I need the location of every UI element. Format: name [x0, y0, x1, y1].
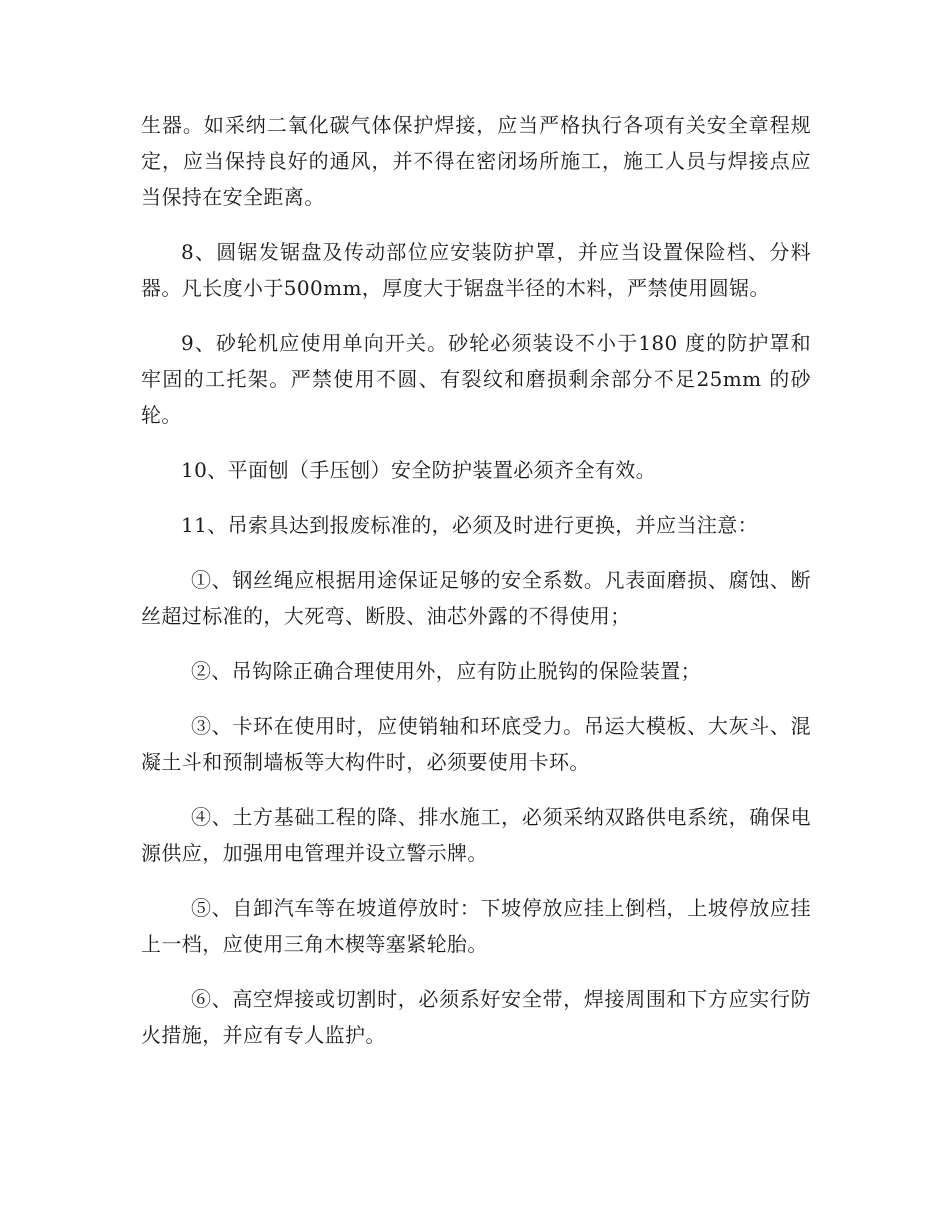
paragraph-item-8-circular-saw: 8、圆锯发锯盘及传动部位应安装防护罩，并应当设置保险档、分料器。凡长度小于500mm，厚度大于锯盘半径的木料，严禁使用圆锯。 [141, 240, 811, 300]
paragraph-item-9-grinder: 9、砂轮机应使用单向开关。砂轮必须装设不小于180 度的防护罩和牢固的工托架。严禁使用不圆、有裂纹和磨损剩余部分不足25mm 的砂轮。 [141, 331, 811, 427]
paragraph-subitem-2-hook: ②、吊钩除正确合理使用外，应有防止脱钩的保险装置； [191, 659, 701, 683]
paragraph-subitem-6-aerial-welding: ⑥、高空焊接或切割时，必须系好安全带，焊接周围和下方应实行防火措施，并应有专人监护。 [141, 987, 811, 1047]
paragraph-subitem-1-wire-rope: ①、钢丝绳应根据用途保证足够的安全系数。凡表面磨损、腐蚀、断丝超过标准的，大死弯、断股、油芯外露的不得使用； [141, 568, 811, 628]
document-body [141, 107, 811, 1072]
paragraph-welding-continuation: 生器。如采纳二氧化碳气体保护焊接，应当严格执行各项有关安全章程规定，应当保持良好的通风，并不得在密闭场所施工，施工人员与焊接点应当保持在安全距离。 [141, 113, 811, 209]
paragraph-subitem-5-dump-truck: ⑤、自卸汽车等在坡道停放时：下坡停放应挂上倒档，上坡停放应挂上一档，应使用三角木楔等塞紧轮胎。 [141, 896, 811, 956]
paragraph-subitem-4-dewatering: ④、土方基础工程的降、排水施工，必须采纳双路供电系统，确保电源供应，加强用电管理并设立警示牌。 [141, 805, 811, 865]
paragraph-item-10-planer: 10、平面刨（手压刨）安全防护装置必须齐全有效。 [181, 458, 657, 482]
paragraph-subitem-3-shackle: ③、卡环在使用时，应使销轴和环底受力。吊运大模板、大灰斗、混凝土斗和预制墙板等大构件时，必须要使用卡环。 [141, 714, 811, 774]
paragraph-item-11-rigging: 11、吊索具达到报废标准的，必须及时进行更换，并应当注意： [181, 513, 759, 537]
